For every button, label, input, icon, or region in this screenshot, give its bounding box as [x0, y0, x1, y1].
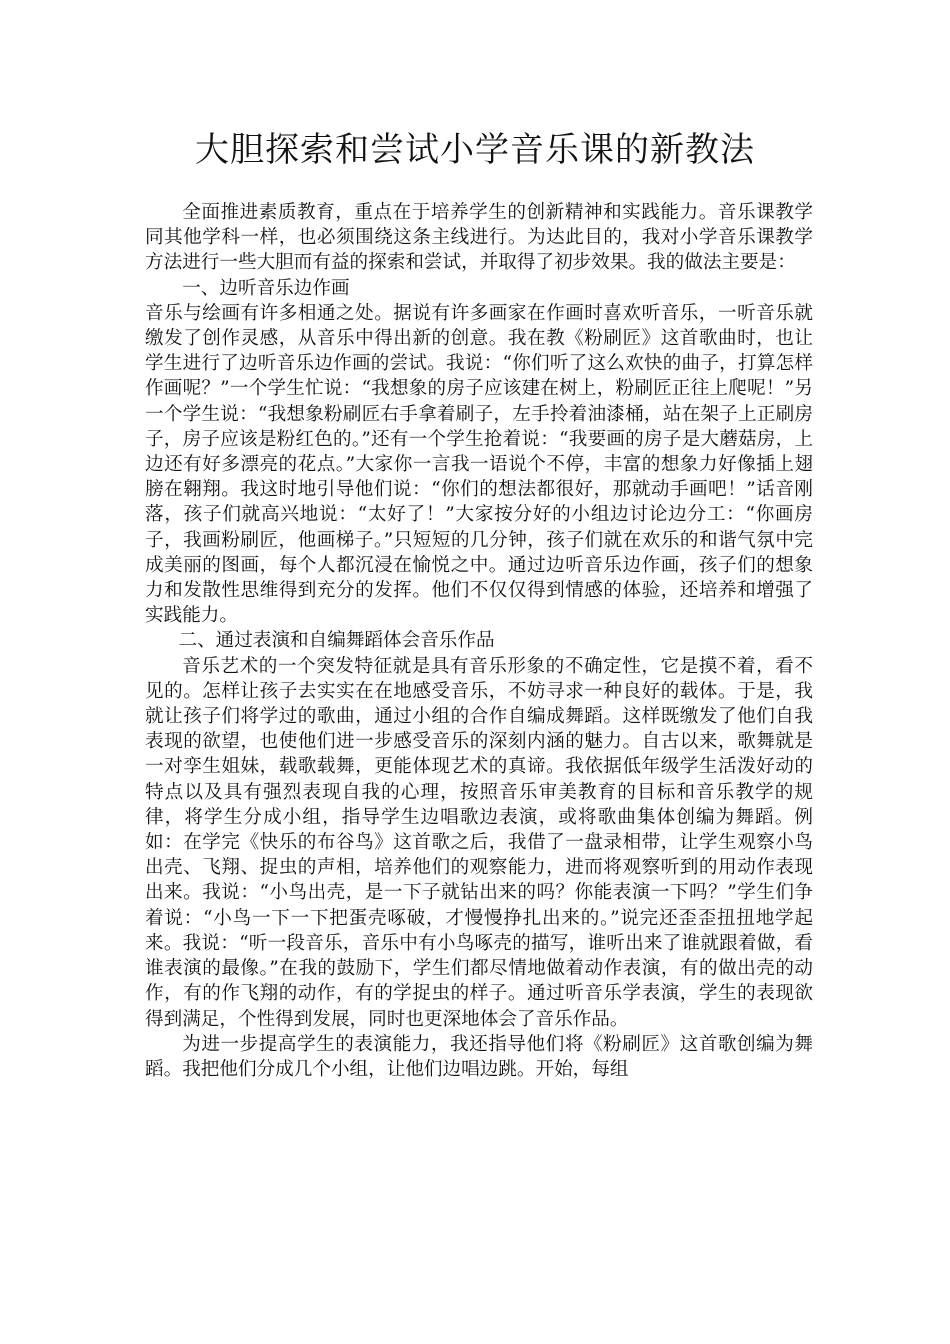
- document-body: [145, 200, 813, 1082]
- section-2-paragraph: 音乐艺术的一个突发特征就是具有音乐形象的不确定性，它是摸不着，看不见的。怎样让孩子去实实在在地感受音乐，不妨寻求一种良好的载体。于是，我就让孩子们将学过的歌曲，通过小组的合作自编成舞蹈。这样既缴发了他们自我表现的欲望，也使他们进一步感受音乐的深刻内涵的魅力。自古以来，歌舞就是一对孪生姐妹，载歌载舞，更能体现艺术的真谛。我依据低年级学生活泼好动的特点以及具有强烈表现自我的心理，按照音乐审美教育的目标和音乐教学的规律，将学生分成小组，指导学生边唱歌边表演，或将歌曲集体创编为舞蹈。例如：在学完《快乐的布谷鸟》这首歌之后，我借了一盘录相带，让学生观察小鸟出壳、飞翔、捉虫的声相，培养他们的观察能力，进而将观察听到的用动作表现出来。我说：“小鸟出壳，是一下子就钻出来的吗？你能表演一下吗？”学生们争着说：“小鸟一下一下把蛋壳啄破，才慢慢挣扎出来的。”说完还歪歪扭扭地学起来。我说：“听一段音乐，音乐中有小鸟啄壳的描写，谁听出来了谁就跟着做，看谁表演的最像。”在我的鼓励下，学生们都尽情地做着动作表演，有的做出壳的动作，有的作飞翔的动作，有的学捉虫的样子。通过听音乐学表演，学生的表现欲得到满足，个性得到发展，同时也更深地体会了音乐作品。: [145, 655, 813, 1030]
- section-1-paragraph: 音乐与绘画有许多相通之处。据说有许多画家在作画时喜欢听音乐，一听音乐就缴发了创作灵感，从音乐中得出新的创意。我在教《粉刷匠》这首歌曲时，也让学生进行了边听音乐边作画的尝试。我说：“你们听了这么欢快的曲子，打算怎样作画呢？”一个学生忙说：“我想象的房子应该建在树上，粉刷匠正往上爬呢！”另一个学生说：“我想象粉刷匠右手拿着刷子，左手拎着油漆桶，站在架子上正刷房子，房子应该是粉红色的。”还有一个学生抢着说：“我要画的房子是大蘑菇房，上边还有好多漂亮的花点。”大家你一言我一语说个不停，丰富的想象力好像插上翅膀在翱翔。我这时地引导他们说：“你们的想法都很好，那就动手画吧！”话音刚落，孩子们就高兴地说：“太好了！”大家按分好的小组边讨论边分工：“你画房子，我画粉刷匠，他画梯子。”只短短的几分钟，孩子们就在欢乐的和谐气氛中完成美丽的图画，每个人都沉浸在愉悦之中。通过边听音乐边作画，孩子们的想象力和发散性思维得到充分的发挥。他们不仅仅得到情感的体验，还培养和增强了实践能力。: [145, 302, 813, 627]
- section-2-continuation-paragraph: 为进一步提高学生的表演能力，我还指导他们将《粉刷匠》这首歌创编为舞蹈。我把他们分成几个小组，让他们边唱边跳。开始，每组: [145, 1033, 813, 1080]
- document-title: 大胆探索和尝试小学音乐课的新教法: [195, 130, 755, 170]
- intro-paragraph: 全面推进素质教育，重点在于培养学生的创新精神和实践能力。音乐课教学同其他学科一样，也必须围绕这条主线进行。为达此目的，我对小学音乐课教学方法进行一些大胆而有益的探索和尝试，并取得了初步效果。我的做法主要是：: [145, 202, 813, 274]
- section-heading-2: 二、通过表演和自编舞蹈体会音乐作品: [178, 630, 495, 652]
- section-heading-1: 一、边听音乐边作画: [182, 277, 350, 299]
